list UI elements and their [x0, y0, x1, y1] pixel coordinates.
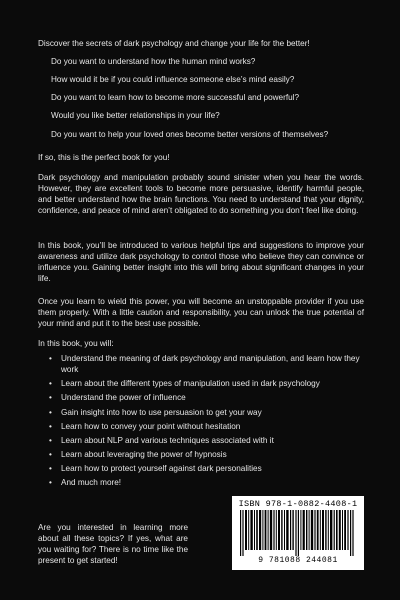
question-list [51, 56, 361, 147]
isbn-barcode [232, 496, 364, 570]
list-item: • Understand the meaning of dark psychology and manipulation, and learn how they work [49, 353, 369, 375]
list-item: • Understand the power of influence [49, 392, 369, 403]
intro-text: Discover the secrets of dark psychology and change your life for the better! [38, 39, 310, 48]
isbn-label: ISBN 978-1-0882-4408-1 [238, 499, 358, 509]
dark-psychology-paragraph: Dark psychology and manipulation probably sound sinister when you hear the words. However, they are excellent tools to become more persuasive, identify harmful people, and better understand how the brain functions. You need to understand that your dignity, confidence, and peace of mind aren’t obligated to do something you don’t feel like doing. [38, 173, 364, 216]
list-item: • Learn how to convey your point without hesitation [49, 421, 369, 432]
question-item: How would it be if you could influence someone else’s mind easily? [51, 75, 295, 85]
list-item: • Learn about the different types of manipulation used in dark psychology [49, 378, 369, 389]
barcode-number: 9 781088 244081 [258, 556, 338, 565]
book-intro-paragraph: In this book, you’ll be introduced to various helpful tips and suggestions to improve your awareness and utilize dark psychology to control those who believe they can convince or influence you. Gaining better insight into this will bring about significant changes in your life. [38, 241, 364, 284]
list-item: • Learn about NLP and various techniques associated with it [49, 435, 369, 446]
in-this-book-heading: In this book, you will: [38, 339, 114, 348]
benefits-list [49, 353, 369, 492]
perfect-book-text: If so, this is the perfect book for you! [38, 153, 170, 162]
wield-power-paragraph: Once you learn to wield this power, you will become an unstoppable provider if you use them properly. With a little caution and responsibility, you can unlock the true potential of your mind and put it to the best use possible. [38, 297, 364, 329]
list-item: • Learn how to protect yourself against dark personalities [49, 463, 369, 474]
question-item: Do you want to help your loved ones become better versions of themselves? [51, 129, 329, 139]
list-item: • And much more! [49, 477, 369, 488]
list-item: • Learn about leveraging the power of hypnosis [49, 449, 369, 460]
closing-paragraph: Are you interested in learning more about all these topics? If yes, what are you waiting for? There is no time like the present to get started! [38, 523, 188, 566]
question-item: Do you want to learn how to become more successful and powerful? [51, 93, 300, 103]
question-item: Would you like better relationships in your life? [51, 111, 220, 121]
list-item: • Gain insight into how to use persuasion to get your way [49, 407, 369, 418]
question-item: Do you want to understand how the human mind works? [51, 57, 256, 66]
barcode-bars-icon [238, 510, 358, 556]
